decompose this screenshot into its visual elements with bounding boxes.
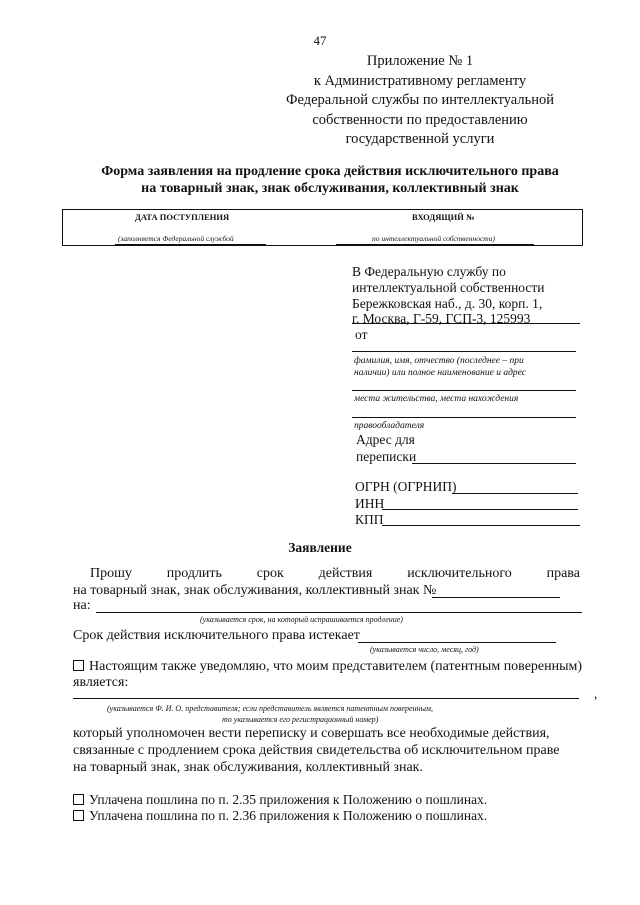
sender-note: фамилия, имя, отчество (последнее – при bbox=[354, 356, 524, 366]
na-label: на: bbox=[73, 598, 91, 613]
extension-term-field[interactable] bbox=[96, 612, 582, 613]
correspondence-field[interactable] bbox=[412, 463, 576, 464]
kpp-field[interactable] bbox=[382, 525, 580, 526]
fee-line-236 bbox=[73, 808, 487, 824]
incoming-number-label: ВХОДЯЩИЙ № bbox=[412, 212, 475, 222]
addressee-line: г. Москва, Г-59, ГСП-3, 125993 bbox=[352, 311, 531, 327]
request-word: Прошу bbox=[90, 566, 132, 581]
from-label: от bbox=[355, 327, 368, 342]
sender-note: правообладателя bbox=[354, 421, 425, 431]
request-word: права bbox=[546, 566, 580, 581]
expiry-date-field[interactable] bbox=[358, 642, 556, 643]
representative-checkbox[interactable] bbox=[73, 660, 84, 671]
addressee-block bbox=[352, 264, 545, 327]
appendix-line: к Административному регламенту bbox=[313, 72, 527, 89]
appendix-header bbox=[260, 52, 580, 150]
appendix-line: собственности по предоставлению bbox=[312, 111, 528, 128]
request-word: действия bbox=[318, 566, 373, 581]
page-number: 47 bbox=[313, 33, 327, 48]
request-line: на товарный знак, знак обслуживания, коллективный знак № bbox=[73, 583, 437, 598]
request-word: продлить bbox=[166, 566, 222, 581]
addressee-line: Бережковская наб., д. 30, корп. 1, bbox=[352, 295, 543, 311]
authority-line: который уполномочен вести переписку и совершать все необходимые действия, bbox=[73, 726, 550, 741]
address-underline bbox=[352, 323, 580, 324]
fee-line-235 bbox=[73, 792, 487, 808]
comma: , bbox=[594, 686, 598, 701]
representative-line bbox=[73, 659, 582, 675]
statement-heading: Заявление bbox=[288, 540, 352, 555]
date-field-line[interactable] bbox=[115, 244, 266, 245]
representative-text: Настоящим также уведомляю, что моим представителем (патентным поверенным) bbox=[89, 659, 583, 674]
request-line bbox=[90, 566, 580, 582]
expiry-note: (указывается число, месяц, год) bbox=[370, 645, 479, 654]
form-title-line: Форма заявления на продление срока действия исключительного права bbox=[101, 164, 559, 179]
request-word: срок bbox=[256, 566, 284, 581]
date-note: (заполняется Федеральной службой bbox=[118, 234, 234, 243]
receipt-box bbox=[62, 209, 583, 246]
authority-line: на товарный знак, знак обслуживания, коллективный знак. bbox=[73, 760, 423, 775]
sender-name-field[interactable] bbox=[352, 351, 576, 352]
sender-note: места жительства, места нахождения bbox=[354, 394, 519, 404]
representative-line: является: bbox=[73, 675, 129, 690]
ogrn-field[interactable] bbox=[452, 493, 578, 494]
correspondence-label: Адрес для bbox=[356, 432, 415, 447]
inn-label: ИНН bbox=[355, 496, 385, 511]
representative-note: (указывается Ф. И. О. представителя; если представитель является патентным поверенным, bbox=[107, 704, 434, 713]
inn-field[interactable] bbox=[382, 509, 578, 510]
addressee-line: интеллектуальной собственности bbox=[352, 279, 545, 295]
fee-236-checkbox[interactable] bbox=[73, 810, 84, 821]
ogrn-label: ОГРН (ОГРНИП) bbox=[355, 479, 457, 494]
expiry-label: Срок действия исключительного права истекает bbox=[73, 628, 360, 643]
correspondence-label: переписки bbox=[356, 449, 417, 464]
date-received-label: ДАТА ПОСТУПЛЕНИЯ bbox=[135, 212, 230, 222]
term-note: (указывается срок, на который испрашивается продление) bbox=[200, 615, 403, 624]
authority-line: связанные с продлением срока действия свидетельства об исключительном праве bbox=[73, 743, 560, 758]
form-title bbox=[60, 163, 600, 197]
sender-location-field[interactable] bbox=[352, 417, 576, 418]
incoming-field-line[interactable] bbox=[336, 244, 534, 245]
sender-address-field[interactable] bbox=[352, 390, 576, 391]
appendix-line: государственной услуги bbox=[345, 131, 495, 147]
fee-236-text: Уплачена пошлина по п. 2.36 приложения к Положению о пошлинах. bbox=[89, 808, 488, 823]
incoming-note: по интеллектуальной собственности) bbox=[372, 234, 495, 243]
appendix-line: Федеральной службы по интеллектуальной bbox=[286, 92, 554, 108]
kpp-label: КПП bbox=[355, 512, 384, 527]
representative-field[interactable] bbox=[73, 698, 579, 699]
trademark-number-field[interactable] bbox=[432, 597, 560, 598]
appendix-title: Приложение № 1 bbox=[366, 53, 474, 69]
request-word: исключительного bbox=[407, 566, 512, 581]
fee-235-checkbox[interactable] bbox=[73, 794, 84, 805]
representative-note: то указывается его регистрационный номер) bbox=[222, 715, 379, 724]
fee-235-text: Уплачена пошлина по п. 2.35 приложения к Положению о пошлинах. bbox=[89, 792, 488, 807]
sender-note: наличии) или полное наименование и адрес bbox=[354, 368, 526, 378]
addressee-line: В Федеральную службу по bbox=[352, 264, 506, 279]
form-title-line: на товарный знак, знак обслуживания, коллективный знак bbox=[141, 181, 519, 196]
